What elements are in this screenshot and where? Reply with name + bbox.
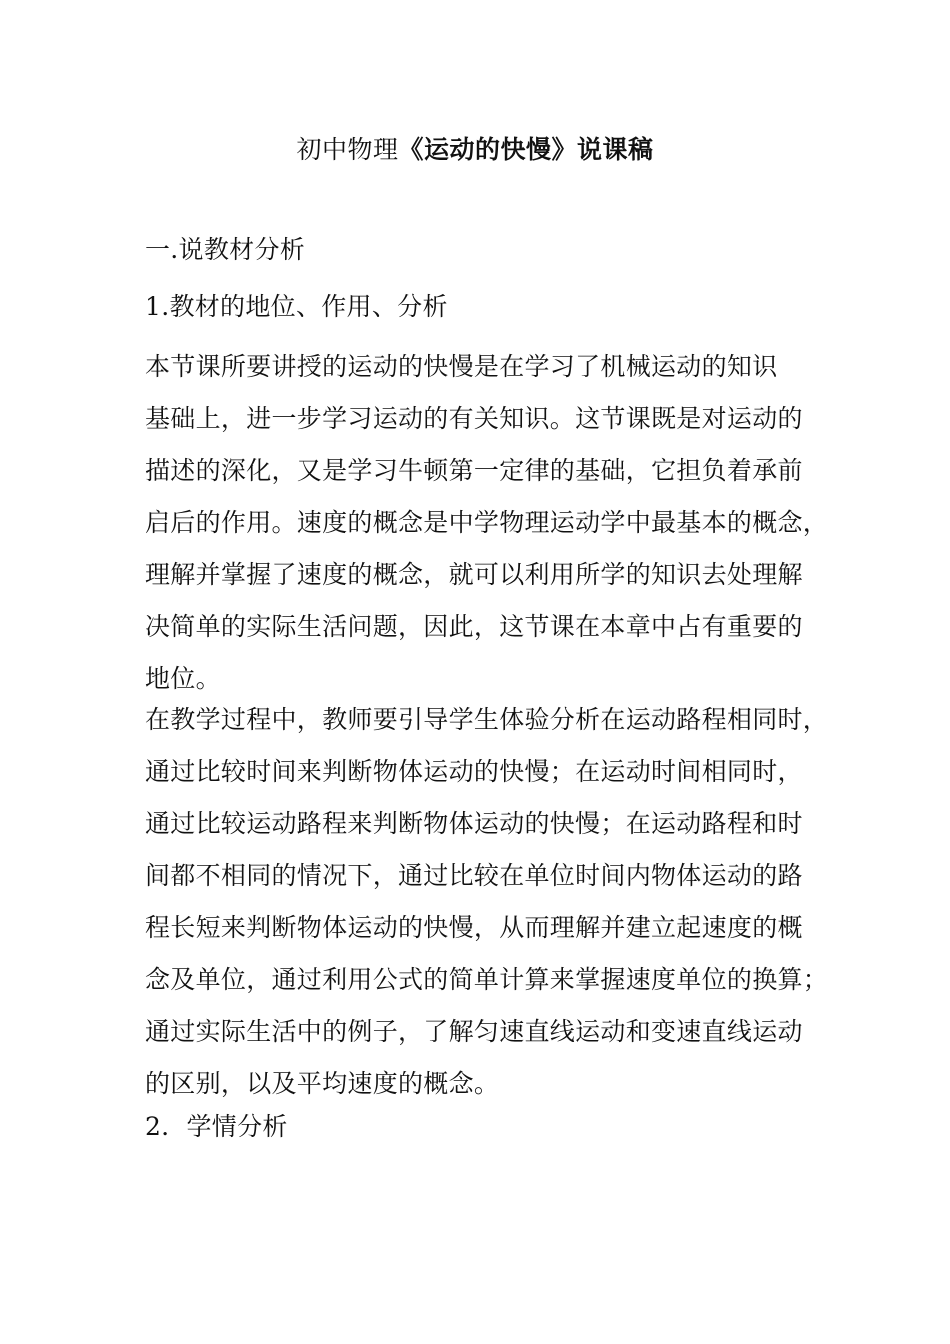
title-prefix: 初中物理 [296, 135, 399, 164]
paragraph-line: 地位。 [145, 664, 221, 693]
paragraph-line: 决简单的实际生活问题，因此，这节课在本章中占有重要的 [145, 612, 803, 641]
paragraph-line: 在教学过程中，教师要引导学生体验分析在运动路程相同时， [145, 705, 829, 734]
subsection-one-heading: 1.教材的地位、作用、分析 [145, 292, 448, 321]
paragraph-line: 通过比较运动路程来判断物体运动的快慢；在运动路程和时 [145, 809, 803, 838]
subsection-two-heading: 2．学情分析 [145, 1112, 288, 1141]
paragraph-line: 通过实际生活中的例子，了解匀速直线运动和变速直线运动 [145, 1017, 803, 1046]
paragraph-line: 理解并掌握了速度的概念，就可以利用所学的知识去处理解 [145, 560, 803, 589]
paragraph-two [145, 694, 829, 1110]
document-title [0, 130, 950, 170]
title-main: 《运动的快慢》说课稿 [398, 135, 654, 164]
paragraph-one [145, 341, 829, 705]
paragraph-line: 本节课所要讲授的运动的快慢是在学习了机械运动的知识 [145, 352, 778, 381]
paragraph-line: 通过比较时间来判断物体运动的快慢；在运动时间相同时， [145, 757, 803, 786]
paragraph-line: 的区别，以及平均速度的概念。 [145, 1069, 500, 1098]
paragraph-line: 间都不相同的情况下，通过比较在单位时间内物体运动的路 [145, 861, 803, 890]
paragraph-line: 描述的深化，又是学习牛顿第一定律的基础，它担负着承前 [145, 456, 803, 485]
section-one-heading: 一.说教材分析 [145, 235, 306, 264]
paragraph-line: 启后的作用。速度的概念是中学物理运动学中最基本的概念， [145, 508, 829, 537]
paragraph-line: 基础上，进一步学习运动的有关知识。这节课既是对运动的 [145, 404, 803, 433]
paragraph-line: 程长短来判断物体运动的快慢，从而理解并建立起速度的概 [145, 913, 803, 942]
paragraph-line: 念及单位，通过利用公式的简单计算来掌握速度单位的换算； [145, 965, 829, 994]
